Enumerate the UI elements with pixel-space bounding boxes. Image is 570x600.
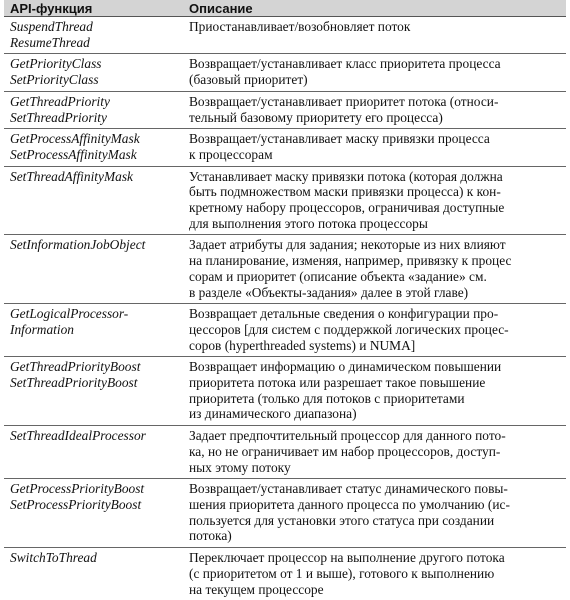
api-function-name: GetThreadPriorityBoost — [10, 359, 179, 375]
description-line: Устанавливает маску привязки потока (которая должна — [189, 169, 566, 185]
description-line: для выполнения этого потока процессоры — [189, 216, 566, 232]
description-line: кретному набору процессоров, ограничивая доступные — [189, 200, 566, 216]
table-row — [4, 17, 566, 54]
api-function-cell — [4, 235, 183, 304]
description-cell — [183, 357, 566, 426]
table-body — [4, 17, 566, 600]
description-line: к процессорам — [189, 147, 566, 163]
description-line: на текущем процессоре — [189, 582, 566, 598]
api-function-name: Information — [10, 322, 179, 338]
api-function-name: SetPriorityClass — [10, 72, 179, 88]
description-line: Задает предпочтительный процессор для данного пото- — [189, 428, 566, 444]
description-line: на планирование, изменяя, например, привязку к процес — [189, 253, 566, 269]
description-cell — [183, 304, 566, 357]
api-function-table — [4, 0, 566, 600]
api-function-name: SetProcessPriorityBoost — [10, 497, 179, 513]
description-line: быть подмножеством маски привязки процесса) к кон- — [189, 184, 566, 200]
description-line: Возвращает/устанавливает статус динамического повы- — [189, 481, 566, 497]
description-cell — [183, 548, 566, 600]
description-line: приоритета (только для потоков с приоритетами — [189, 391, 566, 407]
api-function-cell — [4, 548, 183, 600]
description-cell — [183, 91, 566, 128]
description-line: пользуется для установки этого статуса при создании — [189, 513, 566, 529]
description-line: Возвращает/устанавливает маску привязки процесса — [189, 131, 566, 147]
api-function-name: GetPriorityClass — [10, 56, 179, 72]
description-line: потока) — [189, 528, 566, 544]
description-line: Задает атрибуты для задания; некоторые из них влияют — [189, 237, 566, 253]
description-line: ка, но не ограничивает им набор процессоров, доступ- — [189, 444, 566, 460]
description-line: шения приоритета данного процесса по умолчанию (ис- — [189, 497, 566, 513]
description-cell — [183, 17, 566, 54]
description-cell — [183, 166, 566, 235]
table-row — [4, 426, 566, 479]
description-line: тельный базовому приоритету его процесса) — [189, 110, 566, 126]
api-function-name: GetThreadPriority — [10, 94, 179, 110]
description-line: соров (hyperthreaded systems) и NUMA] — [189, 338, 566, 354]
table-row — [4, 166, 566, 235]
table-row — [4, 235, 566, 304]
description-line: в разделе «Объекты-задания» далее в этой главе) — [189, 285, 566, 301]
api-function-cell — [4, 357, 183, 426]
description-line: Возвращает информацию о динамическом повышении — [189, 359, 566, 375]
description-line: цессоров [для систем с поддержкой логических процес- — [189, 322, 566, 338]
table-row — [4, 304, 566, 357]
table-row — [4, 91, 566, 128]
api-function-name: SetThreadIdealProcessor — [10, 428, 179, 444]
table-row — [4, 548, 566, 600]
api-function-name: SetInformationJobObject — [10, 237, 179, 253]
api-function-name: SetProcessAffinityMask — [10, 147, 179, 163]
description-cell — [183, 479, 566, 548]
api-function-name: GetProcessPriorityBoost — [10, 481, 179, 497]
description-line: Переключает процессор на выполнение другого потока — [189, 550, 566, 566]
table-row — [4, 479, 566, 548]
description-cell — [183, 426, 566, 479]
table-row — [4, 54, 566, 91]
description-line: из динамического диапазона) — [189, 406, 566, 422]
table-row — [4, 129, 566, 166]
description-line: Возвращает/устанавливает класс приоритета процесса — [189, 56, 566, 72]
api-function-name: ResumeThread — [10, 35, 179, 51]
header-description: Описание — [183, 0, 566, 17]
api-function-name: SetThreadAffinityMask — [10, 169, 179, 185]
description-line: (с приоритетом от 1 и выше), готового к выполнению — [189, 566, 566, 582]
api-function-name: GetProcessAffinityMask — [10, 131, 179, 147]
description-line: Приостанавливает/возобновляет поток — [189, 19, 566, 35]
description-line: (базовый приоритет) — [189, 72, 566, 88]
api-function-name: SwitchToThread — [10, 550, 179, 566]
description-line: ных этому потоку — [189, 460, 566, 476]
api-function-name: GetLogicalProcessor- — [10, 306, 179, 322]
description-line: Возвращает детальные сведения о конфигурации про- — [189, 306, 566, 322]
api-function-cell — [4, 91, 183, 128]
description-cell — [183, 235, 566, 304]
description-line: сорам и приоритет (описание объекта «задание» см. — [189, 269, 566, 285]
description-line: приоритета потока или разрешает такое повышение — [189, 375, 566, 391]
api-function-cell — [4, 17, 183, 54]
header-api-function: API-функция — [4, 0, 183, 17]
api-function-cell — [4, 54, 183, 91]
table-row — [4, 357, 566, 426]
api-function-cell — [4, 479, 183, 548]
api-function-name: SuspendThread — [10, 19, 179, 35]
api-function-name: SetThreadPriorityBoost — [10, 375, 179, 391]
description-cell — [183, 129, 566, 166]
api-function-cell — [4, 129, 183, 166]
api-function-cell — [4, 304, 183, 357]
table-header-row — [4, 0, 566, 17]
api-function-cell — [4, 166, 183, 235]
api-function-cell — [4, 426, 183, 479]
description-cell — [183, 54, 566, 91]
description-line: Возвращает/устанавливает приоритет потока (относи- — [189, 94, 566, 110]
api-function-name: SetThreadPriority — [10, 110, 179, 126]
